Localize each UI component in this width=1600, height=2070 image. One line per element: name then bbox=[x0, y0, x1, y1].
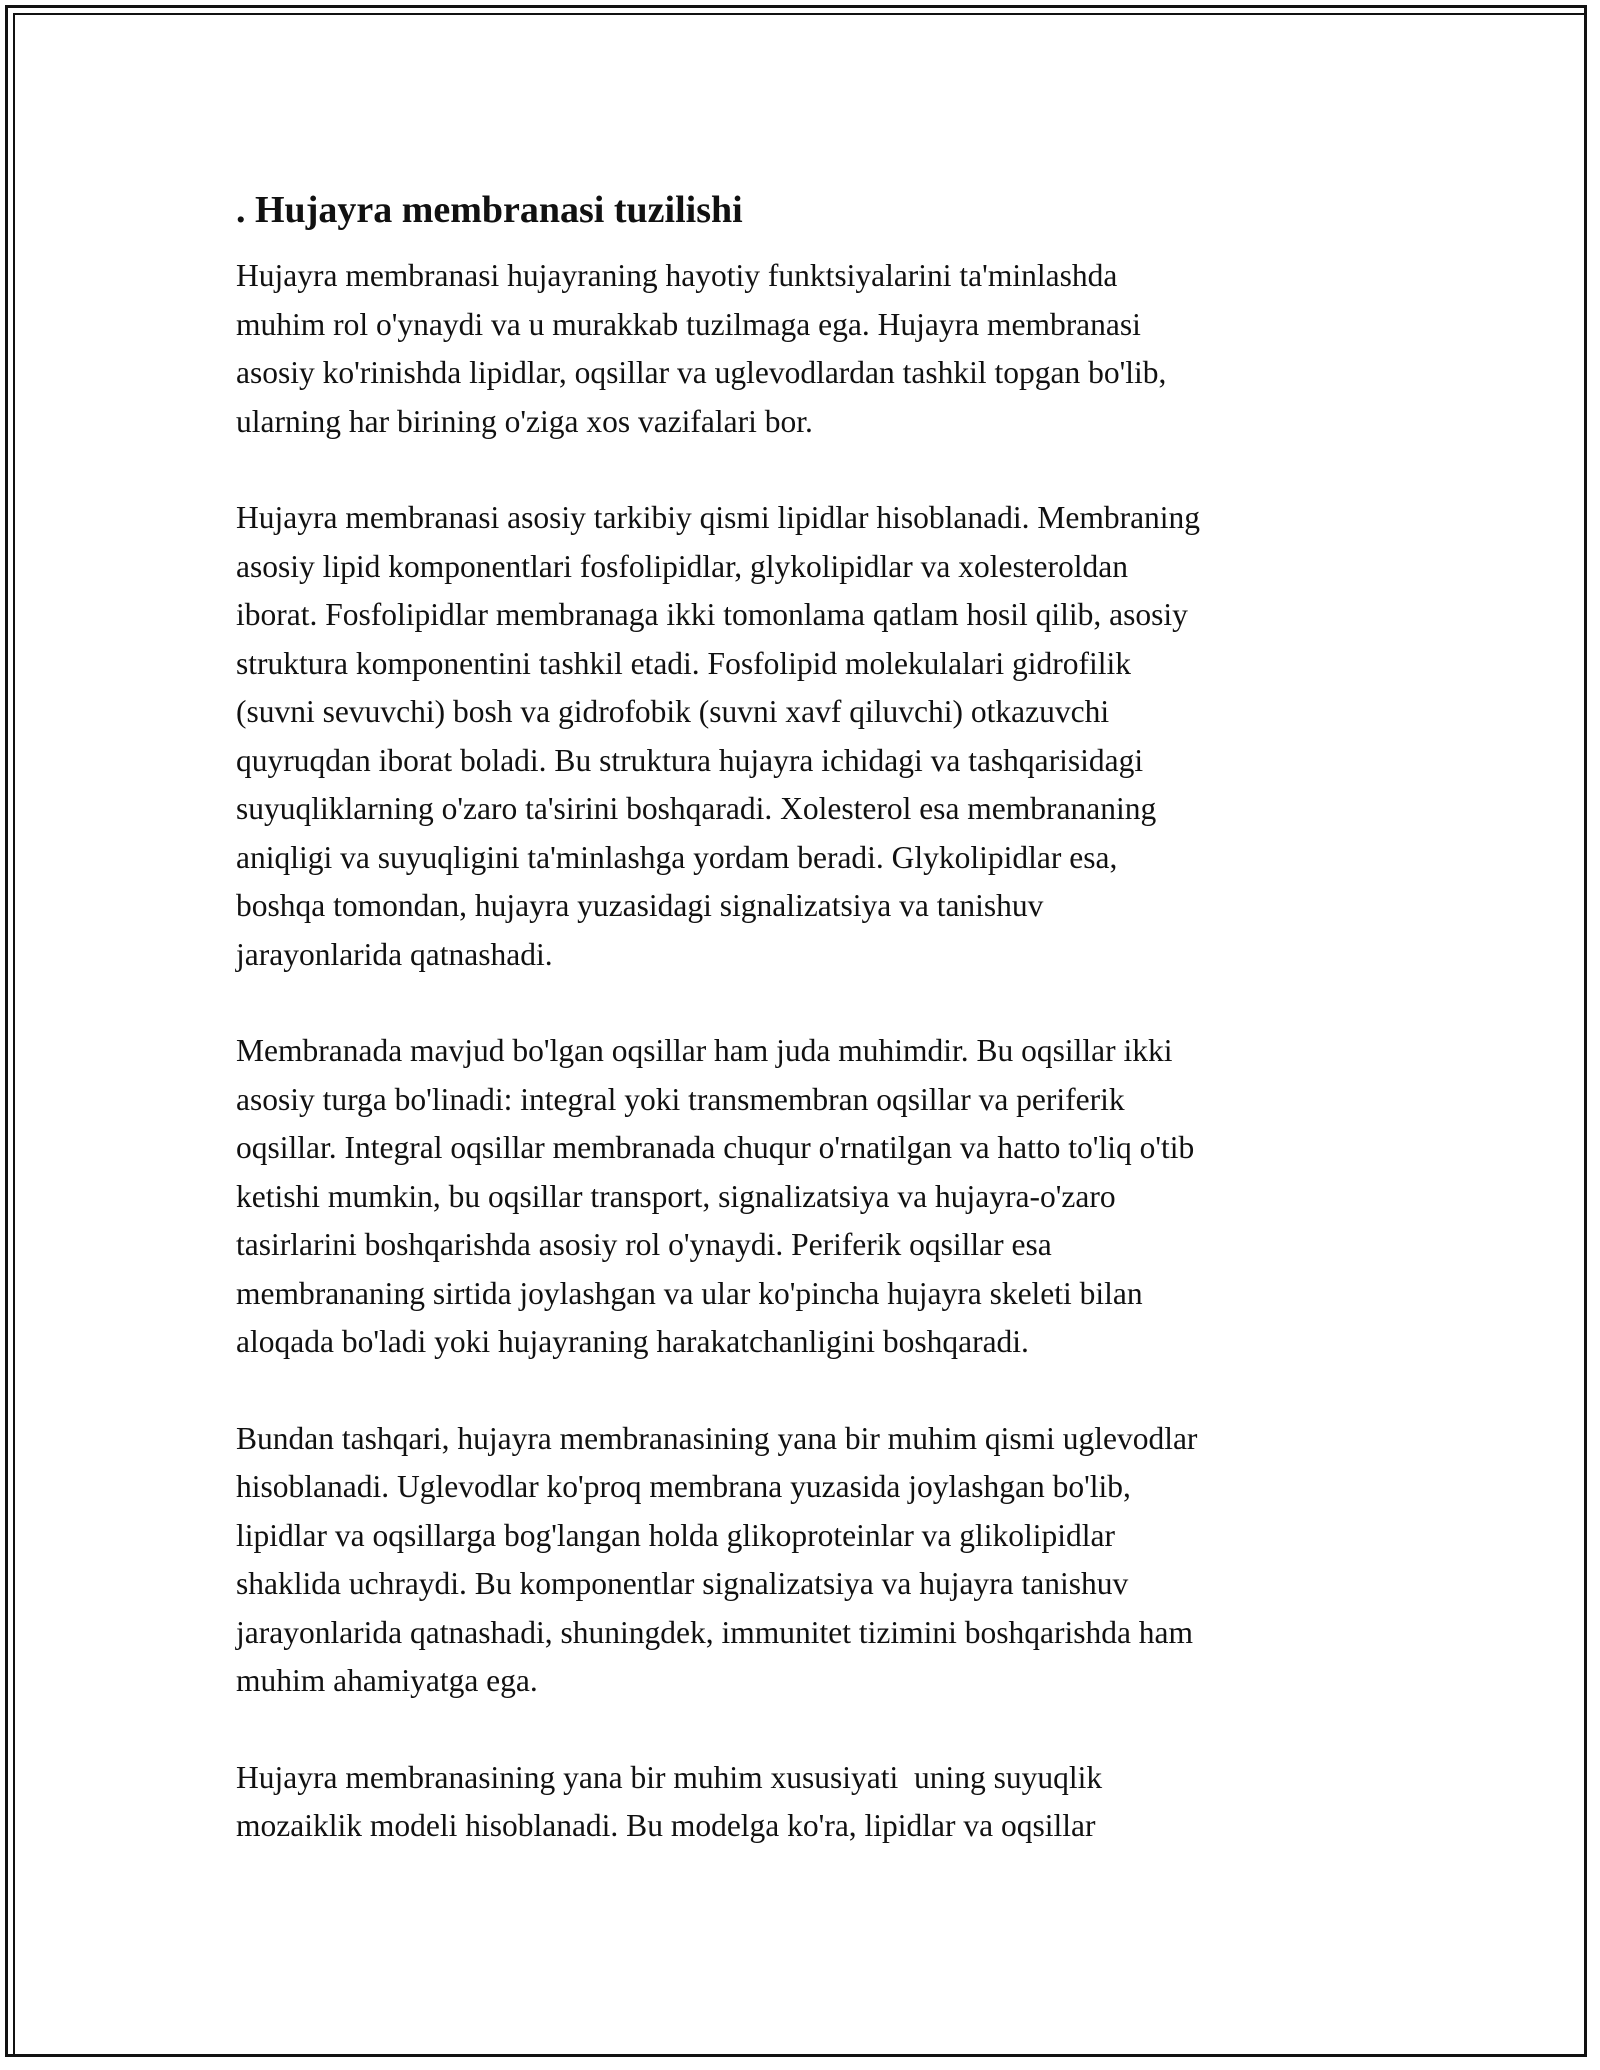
paragraph-line: hisoblanadi. Uglevodlar ko'proq membrana yuzasida joylashgan bo'lib, bbox=[236, 1469, 1131, 1504]
paragraph-line: tasirlarini boshqarishda asosiy rol o'ynaydi. Periferik oqsillar esa bbox=[236, 1227, 1052, 1262]
document-title: . Hujayra membranasi tuzilishi bbox=[236, 189, 743, 231]
paragraph-line: Bundan tashqari, hujayra membranasining yana bir muhim qismi uglevodlar bbox=[236, 1420, 1198, 1456]
paragraph-line: shaklida uchraydi. Bu komponentlar signalizatsiya va hujayra tanishuv bbox=[236, 1566, 1129, 1601]
paragraph-line: asosiy lipid komponentlari fosfolipidlar, glykolipidlar va xolesteroldan bbox=[236, 548, 1128, 584]
paragraph-line: aniqligi va suyuqligini ta'minlashga yordam beradi. Glykolipidlar esa, bbox=[236, 839, 1118, 875]
paragraph-line: oqsillar. Integral oqsillar membranada chuqur o'rnatilgan va hatto to'liq o'tib bbox=[236, 1130, 1195, 1165]
paragraph-line: aloqada bo'ladi yoki hujayraning harakatchanligini boshqaradi. bbox=[236, 1324, 1029, 1359]
paragraph-line: Hujayra membranasi asosiy tarkibiy qismi lipidlar hisoblanadi. Membraning bbox=[236, 500, 1201, 535]
paragraph-line: jarayonlarida qatnashadi, shuningdek, immunitet tizimini boshqarishda ham bbox=[236, 1614, 1194, 1650]
paragraph-line: Membranada mavjud bo'lgan oqsillar ham juda muhimdir. Bu oqsillar ikki bbox=[236, 1033, 1173, 1068]
document-body bbox=[236, 186, 1376, 1851]
paragraph bbox=[236, 1415, 1376, 1706]
paragraph-line: ketishi mumkin, bu oqsillar transport, signalizatsiya va hujayra-o'zaro bbox=[236, 1178, 1116, 1214]
paragraph-line: muhim ahamiyatga ega. bbox=[236, 1663, 538, 1698]
paragraph-line: Hujayra membranasi hujayraning hayotiy funktsiyalarini ta'minlashda bbox=[236, 258, 1118, 293]
paragraph-list bbox=[236, 252, 1376, 1851]
paragraph bbox=[236, 1027, 1376, 1367]
paragraph-line: quyruqdan iborat boladi. Bu struktura hujayra ichidagi va tashqarisidagi bbox=[236, 742, 1144, 778]
paragraph-line: lipidlar va oqsillarga bog'langan holda glikoproteinlar va glikolipidlar bbox=[236, 1517, 1116, 1553]
paragraph-line: boshqa tomondan, hujayra yuzasidagi signalizatsiya va tanishuv bbox=[236, 888, 1044, 923]
paragraph-line: mozaiklik modeli hisoblanadi. Bu modelga ko'ra, lipidlar va oqsillar bbox=[236, 1808, 1096, 1843]
paragraph bbox=[236, 494, 1376, 979]
paragraph bbox=[236, 252, 1376, 446]
paragraph-line: suyuqliklarning o'zaro ta'sirini boshqaradi. Xolesterol esa membrananing bbox=[236, 791, 1157, 826]
paragraph-line: ularning har birining o'ziga xos vazifalari bor. bbox=[236, 403, 813, 439]
paragraph-line: iborat. Fosfolipidlar membranaga ikki tomonlama qatlam hosil qilib, asosiy bbox=[236, 597, 1188, 632]
paragraph bbox=[236, 1754, 1376, 1851]
paragraph-line: muhim rol o'ynaydi va u murakkab tuzilmaga ega. Hujayra membranasi bbox=[236, 306, 1141, 342]
paragraph-line: Hujayra membranasining yana bir muhim xususiyati uning suyuqlik bbox=[236, 1759, 1103, 1795]
paragraph-line: asosiy turga bo'linadi: integral yoki transmembran oqsillar va periferik bbox=[236, 1081, 1125, 1117]
paragraph-line: struktura komponentini tashkil etadi. Fosfolipid molekulalari gidrofilik bbox=[236, 645, 1131, 681]
paragraph-line: jarayonlarida qatnashadi. bbox=[236, 936, 553, 972]
paragraph-line: membrananing sirtida joylashgan va ular ko'pincha hujayra skeleti bilan bbox=[236, 1275, 1143, 1311]
paragraph-line: asosiy ko'rinishda lipidlar, oqsillar va uglevodlardan tashkil topgan bo'lib, bbox=[236, 355, 1167, 390]
paragraph-line: (suvni sevuvchi) bosh va gidrofobik (suvni xavf qiluvchi) otkazuvchi bbox=[236, 694, 1110, 729]
